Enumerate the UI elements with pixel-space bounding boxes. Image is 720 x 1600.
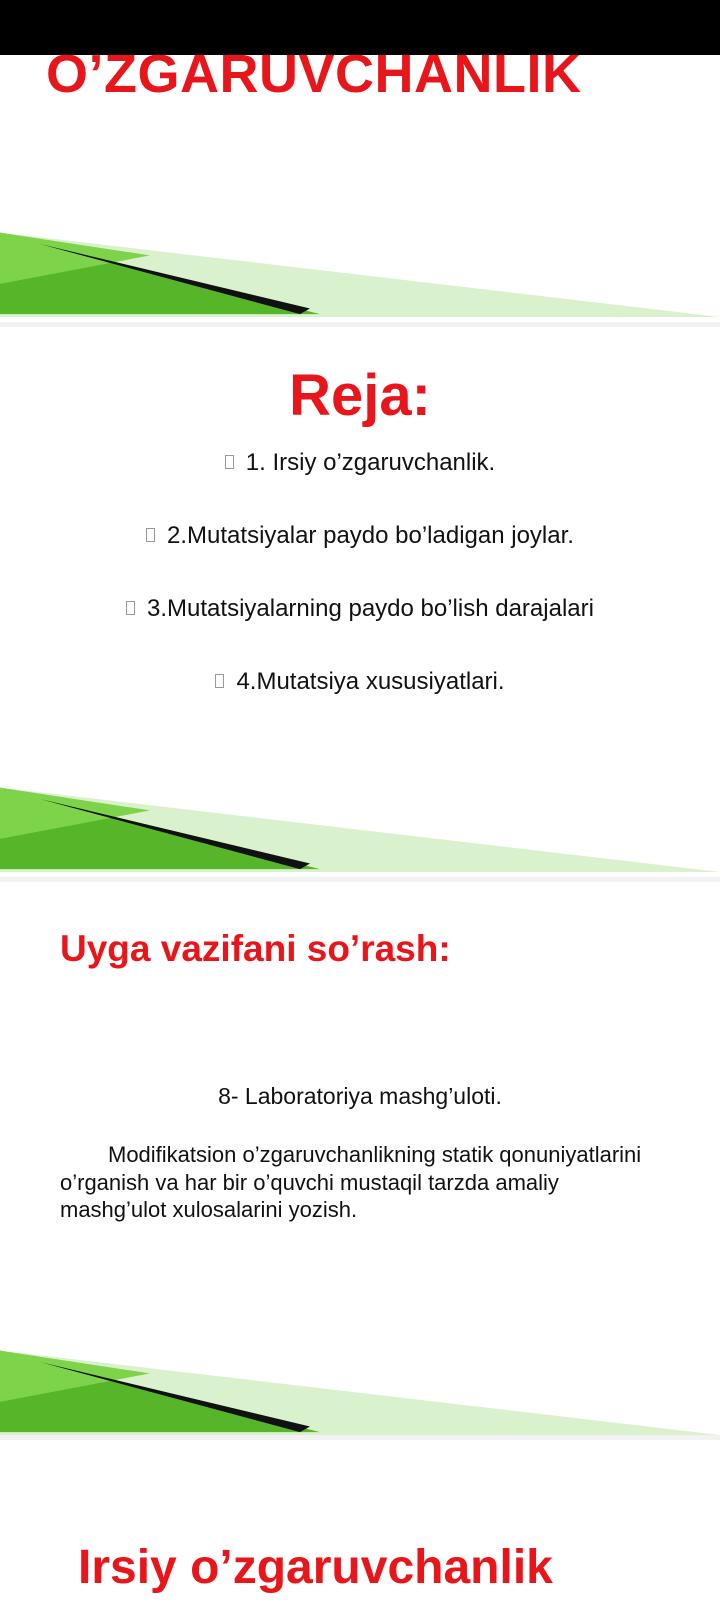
green-swoosh-icon xyxy=(0,1345,720,1435)
lab-description: Modifikatsion o’zgaruvchanlikning statik qonuniyatlarini o’rganish va har bir o’quvchi mustaqil tarzda amaliy mashg’ulot xulosalarini yozish. xyxy=(60,1142,642,1222)
heredity-title: Irsiy o’zgaruvchanlik xyxy=(78,1541,553,1594)
square-bullet-icon xyxy=(126,601,135,615)
slide-title-heading: O’ZGARUVCHANLIK xyxy=(46,55,582,104)
lab-heading: 8- Laboratoriya mashg’uloti. xyxy=(218,1083,502,1109)
plan-item-4 xyxy=(0,668,720,741)
plan-item-1 xyxy=(0,449,720,522)
slide-homework xyxy=(0,882,720,1435)
homework-title: Uyga vazifani so’rash: xyxy=(60,928,451,969)
green-swoosh-icon xyxy=(0,227,720,317)
slide-heredity xyxy=(0,1440,720,1600)
plan-item-2 xyxy=(0,522,720,595)
plan-title: Reja: xyxy=(289,363,431,428)
square-bullet-icon xyxy=(215,674,224,688)
plan-item-3 xyxy=(0,595,720,668)
square-bullet-icon xyxy=(146,528,155,542)
square-bullet-icon xyxy=(225,455,234,469)
plan-item-text: 3.Mutatsiyalarning paydo bo’lish darajalari xyxy=(147,595,594,622)
plan-item-text: 1. Irsiy o’zgaruvchanlik. xyxy=(245,449,496,476)
plan-item-text: 4.Mutatsiya xususiyatlari. xyxy=(236,668,505,695)
plan-item-text: 2.Mutatsiyalar paydo bo’ladigan joylar. xyxy=(167,522,574,549)
plan-list xyxy=(0,449,720,741)
slide-plan xyxy=(0,327,720,877)
slide-title xyxy=(0,55,720,322)
green-swoosh-icon xyxy=(0,782,720,872)
status-bar xyxy=(0,0,720,55)
